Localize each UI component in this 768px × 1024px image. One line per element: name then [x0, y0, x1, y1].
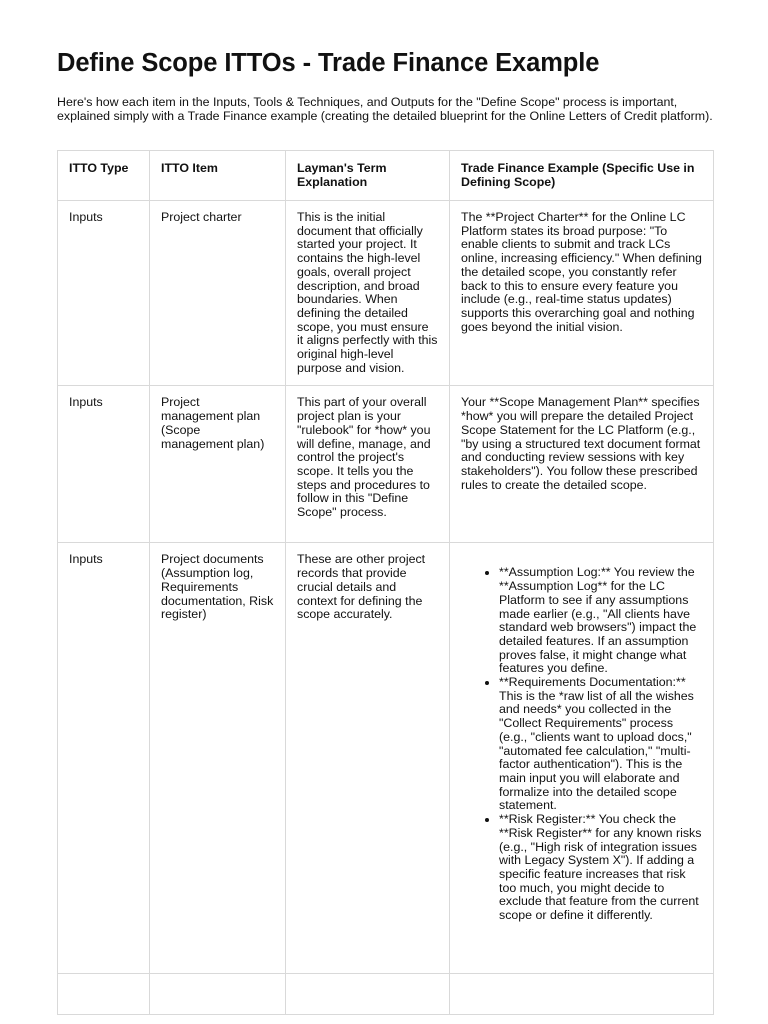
table-row	[58, 543, 714, 974]
header-itto-item: ITTO Item	[150, 151, 286, 201]
cell-itto-type: Inputs	[58, 201, 150, 386]
cell-explanation: These are other project records that provide crucial details and context for defining the scope accurately.	[286, 543, 450, 974]
cell-example: The **Project Charter** for the Online LC Platform states its broad purpose: "To enable clients to submit and track LCs online, increasing efficiency." When defining the detailed scope, you constantly refer back to this to ensure every feature you include (e.g., real-time status updates) supports this overarching goal and nothing goes beyond the initial vision.	[450, 201, 714, 386]
cell-empty	[58, 974, 150, 1015]
list-item: • **Assumption Log:** You review the **Assumption Log** for the LC Platform to see if any assumptions made earlier (e.g., "All clients have standard web browsers") impact the detailed features. If an assumption proves false, it might change what features you define.	[499, 566, 702, 676]
example-bullet-list	[461, 566, 702, 922]
cell-empty	[286, 974, 450, 1015]
cell-itto-item: Project documents (Assumption log, Requirements documentation, Risk register)	[150, 543, 286, 974]
table-row	[58, 201, 714, 386]
header-itto-type: ITTO Type	[58, 151, 150, 201]
cell-example	[450, 543, 714, 974]
page-title: Define Scope ITTOs - Trade Finance Example	[57, 49, 600, 77]
header-example: Trade Finance Example (Specific Use in Defining Scope)	[450, 151, 714, 201]
list-item: • **Requirements Documentation:** This is the *raw list of all the wishes and needs* you collected in the "Collect Requirements" process (e.g., "clients want to upload docs," "automated fee calculation," "multi-factor authentication"). This is the main input you will elaborate and formalize into the detailed scope statement.	[499, 676, 702, 813]
table-row-continued	[58, 974, 714, 1015]
cell-explanation: This is the initial document that officially started your project. It contains the high-level goals, overall project description, and broad boundaries. When defining the detailed scope, you must ensure it aligns perfectly with this original high-level purpose and vision.	[286, 201, 450, 386]
table-header-row	[58, 151, 714, 201]
itto-table	[57, 150, 714, 1015]
cell-itto-type: Inputs	[58, 386, 150, 543]
table-row	[58, 386, 714, 543]
cell-example: Your **Scope Management Plan** specifies *how* you will prepare the detailed Project Scope Statement for the LC Platform (e.g., "by using a structured text document format and conducting review sessions with key stakeholders"). You follow these prescribed rules to create the detailed scope.	[450, 386, 714, 543]
list-item: • **Risk Register:** You check the **Risk Register** for any known risks (e.g., "High risk of integration issues with Legacy System X"). If adding a specific feature increases that risk too much, you might decide to exclude that feature from the current scope or define it differently.	[499, 813, 702, 923]
cell-explanation: This part of your overall project plan is your "rulebook" for *how* you will define, manage, and control the project's scope. It tells you the steps and procedures to follow in this "Define Scope" process.	[286, 386, 450, 543]
cell-itto-item: Project management plan (Scope management plan)	[150, 386, 286, 543]
intro-paragraph: Here's how each item in the Inputs, Tools & Techniques, and Outputs for the "Define Scope" process is important, explained simply with a Trade Finance example (creating the detailed blueprint for the Online Letters of Credit platform).	[57, 95, 713, 123]
cell-itto-item: Project charter	[150, 201, 286, 386]
header-explanation: Layman's Term Explanation	[286, 151, 450, 201]
cell-empty	[150, 974, 286, 1015]
cell-itto-type: Inputs	[58, 543, 150, 974]
cell-empty	[450, 974, 714, 1015]
